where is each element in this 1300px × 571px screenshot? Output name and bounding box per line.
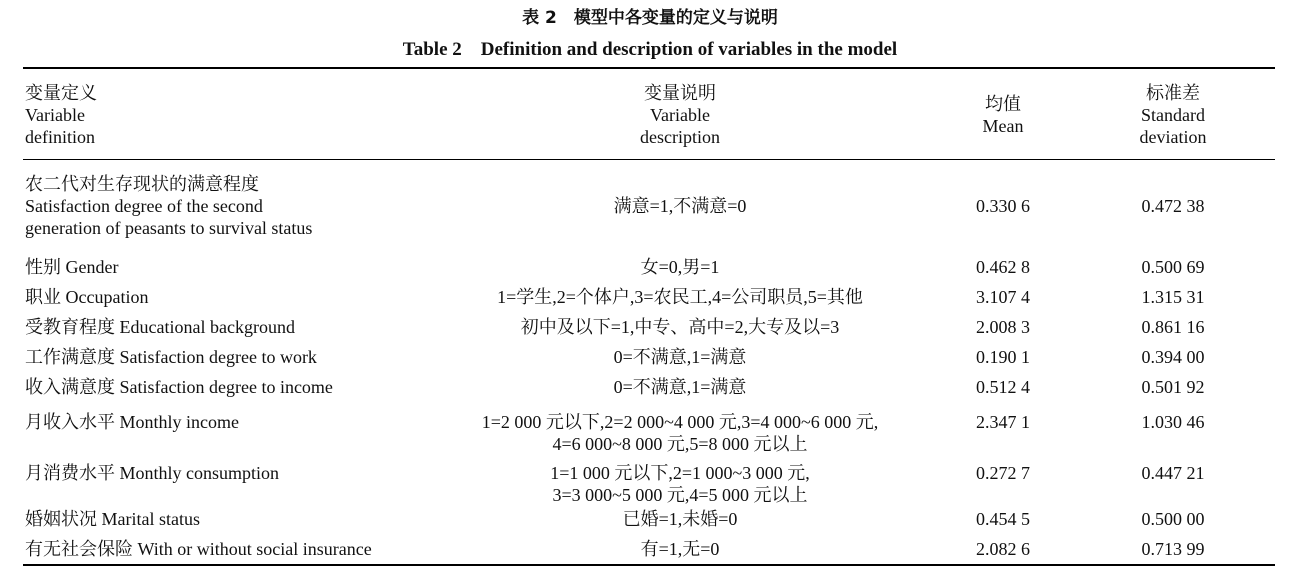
cell-text: 农二代对生存现状的满意程度 xyxy=(25,174,259,194)
row-satisfaction-sd: 0.472 38 xyxy=(1141,196,1205,216)
row-work-satisfaction-mean: 0.190 1 xyxy=(976,347,1030,367)
header-sd-en-1: Standard xyxy=(1141,105,1205,125)
row-marital-status-definition: 婚姻状况 Marital status xyxy=(25,509,200,529)
row-education-definition: 受教育程度 Educational background xyxy=(25,317,295,337)
row-marital-status-sd: 0.500 00 xyxy=(1141,509,1205,529)
row-satisfaction-definition xyxy=(25,173,312,239)
row-income-satisfaction-mean: 0.512 4 xyxy=(976,377,1030,397)
row-education-description: 初中及以下=1,中专、高中=2,大专及以=3 xyxy=(520,317,840,337)
header-definition xyxy=(25,82,97,148)
header-definition-cn: 变量定义 xyxy=(25,83,97,103)
row-monthly-consumption-description xyxy=(440,462,920,506)
cell-text: 3=3 000~5 000 元,4=5 000 元以上 xyxy=(552,485,808,505)
row-occupation-definition: 职业 Occupation xyxy=(25,287,149,307)
row-social-insurance-mean: 2.082 6 xyxy=(976,539,1030,559)
row-occupation-mean: 3.107 4 xyxy=(976,287,1030,307)
row-gender-sd: 0.500 69 xyxy=(1141,257,1205,277)
bottom-rule xyxy=(23,564,1275,566)
header-sd-cn: 标准差 xyxy=(1146,83,1200,103)
header-mean-cn: 均值 xyxy=(985,94,1021,114)
header-description-en-1: Variable xyxy=(650,105,710,125)
cell-text: 4=6 000~8 000 元,5=8 000 元以上 xyxy=(552,434,808,454)
cell-text: 1=2 000 元以下,2=2 000~4 000 元,3=4 000~6 000 元, xyxy=(481,412,879,432)
header-description-en-2: description xyxy=(640,127,720,147)
row-monthly-income-definition: 月收入水平 Monthly income xyxy=(25,412,239,432)
header-definition-en-1: Variable xyxy=(25,105,85,125)
cell-text: Satisfaction degree of the second xyxy=(25,196,263,216)
row-marital-status-description: 已婚=1,未婚=0 xyxy=(622,509,738,529)
row-marital-status-mean: 0.454 5 xyxy=(976,509,1030,529)
row-monthly-income-description xyxy=(440,411,920,455)
row-monthly-income-mean: 2.347 1 xyxy=(976,412,1030,432)
row-monthly-consumption-definition: 月消费水平 Monthly consumption xyxy=(25,463,280,483)
row-social-insurance-description: 有=1,无=0 xyxy=(640,539,720,559)
row-occupation-sd: 1.315 31 xyxy=(1141,287,1205,307)
row-work-satisfaction-definition: 工作满意度 Satisfaction degree to work xyxy=(25,347,317,367)
row-income-satisfaction-definition: 收入满意度 Satisfaction degree to income xyxy=(25,377,333,397)
header-standard-deviation xyxy=(1113,82,1233,148)
row-social-insurance-sd: 0.713 99 xyxy=(1141,539,1205,559)
row-monthly-income-sd: 1.030 46 xyxy=(1141,412,1205,432)
row-social-insurance-definition: 有无社会保险 With or without social insurance xyxy=(25,539,372,559)
row-satisfaction-description: 满意=1,不满意=0 xyxy=(613,196,747,216)
table-title-english: Table 2 Definition and description of variables in the model xyxy=(402,39,898,60)
cell-text: 1=1 000 元以下,2=1 000~3 000 元, xyxy=(550,463,810,483)
header-definition-en-2: definition xyxy=(25,127,95,147)
row-income-satisfaction-description: 0=不满意,1=满意 xyxy=(613,377,747,397)
top-rule xyxy=(23,67,1275,69)
header-mean xyxy=(953,93,1053,137)
header-description xyxy=(440,82,920,148)
header-rule xyxy=(23,159,1275,160)
cell-text: generation of peasants to survival status xyxy=(25,218,313,238)
row-gender-definition: 性别 Gender xyxy=(25,257,119,277)
table-title-chinese: 表 2 模型中各变量的定义与说明 xyxy=(522,8,778,28)
row-satisfaction-mean: 0.330 6 xyxy=(976,196,1030,216)
header-mean-en: Mean xyxy=(982,116,1024,136)
row-education-mean: 2.008 3 xyxy=(976,317,1030,337)
row-monthly-consumption-sd: 0.447 21 xyxy=(1141,463,1205,483)
row-work-satisfaction-sd: 0.394 00 xyxy=(1141,347,1205,367)
row-monthly-consumption-mean: 0.272 7 xyxy=(976,463,1030,483)
row-income-satisfaction-sd: 0.501 92 xyxy=(1141,377,1205,397)
row-education-sd: 0.861 16 xyxy=(1141,317,1205,337)
header-sd-en-2: deviation xyxy=(1139,127,1207,147)
row-gender-description: 女=0,男=1 xyxy=(640,257,720,277)
row-gender-mean: 0.462 8 xyxy=(976,257,1030,277)
row-work-satisfaction-description: 0=不满意,1=满意 xyxy=(613,347,747,367)
row-occupation-description: 1=学生,2=个体户,3=农民工,4=公司职员,5=其他 xyxy=(497,287,863,307)
header-description-cn: 变量说明 xyxy=(644,83,716,103)
